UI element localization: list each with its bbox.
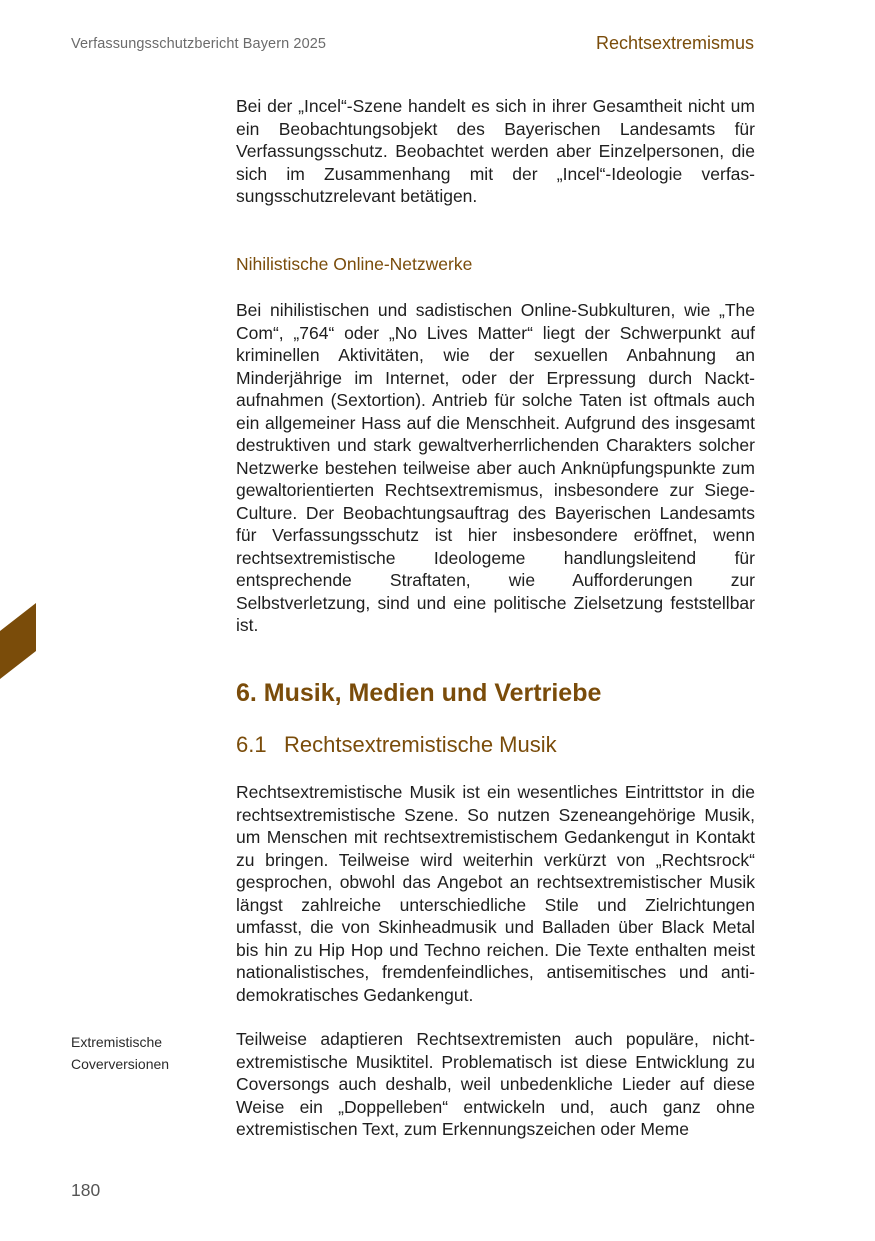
margin-note-line-2: Coverversionen bbox=[71, 1056, 170, 1072]
music-intro-paragraph: Rechtsextremistische Musik ist ein wesentliches Eintrittstor in die rechtsextremistische Szene. So nutzen Szeneangehörige Musik, um Menschen mit rechtsextremistischem Gedankengut in Kontakt zu bringen. Teilweise wird weiterhin verkürzt von „Rechtsrock“ gesprochen, obwohl das Angebot an rechtsextremistischer Musik längst zahlreiche unterschiedliche Stile und Zielrichtungen umfasst, die von Skinheadmusik und Balladen über Black Metal bis hin zu Hip Hop und Techno reichen. Die Texte enthalten meist nationalistisches, fremdenfeindliches, antisemitisches und anti-demokratisches Gedankengut. bbox=[236, 782, 755, 1005]
section-heading-6-1 bbox=[236, 732, 755, 758]
chapter-heading: 6. Musik, Medien und Vertriebe bbox=[236, 679, 602, 707]
intro-paragraph: Bei der „Incel“-Szene handelt es sich in ihrer Gesamtheit nicht um ein Beobachtungsobjekt des Bayerischen Landesamts für Verfassungsschutz. Beobachtet werden aber Einzelpersonen, die sich im Zusammenhang mit der „Incel“-Ideologie verfassungsschutzrelevant betätigen. bbox=[236, 96, 755, 206]
cover-versions-paragraph: Teilweise adaptieren Rechtsextremisten auch populäre, nicht-extremistische Musiktitel. Problematisch ist diese Entwicklung zu Coversongs auch deshalb, weil unbedenkliche Lieder auf diese Weise ein „Doppelleben“ entwickeln und, auch ganz ohne extremistischen Text, zum Erkennungszeichen oder Meme bbox=[236, 1029, 755, 1139]
nihilist-networks-paragraph: Bei nihilistischen und sadistischen Online-Subkulturen, wie „The Com“, „764“ oder „No Lives Matter“ liegt der Schwerpunkt auf kriminellen Aktivitäten, wie der sexuellen Anbahnung an Minderjährige im Internet, oder der Erpressung durch Nacktaufnahmen (Sextortion). Antrieb für solche Taten ist oftmals auch ein allgemeiner Hass auf die Menschheit. Aufgrund des insgesamt destruktiven und stark gewaltverherrlichenden Charakters solcher Netzwerke bestehen teilweise aber auch Anknüpfungspunkte zum gewaltorientierten Rechtsextremismus, insbesondere zur Siege-Culture. Der Beobachtungsauftrag des Bayerischen Landesamts für Verfassungsschutz ist hier insbesondere eröffnet, wenn rechtsextremistische Ideologeme handlungsleitend für entsprechende Straftaten, wie Aufforderungen zur Selbstverletzung, sind und eine politische Zielsetzung feststellbar ist. bbox=[236, 300, 755, 635]
section-number: 6.1 bbox=[236, 732, 267, 757]
margin-note-line-1: Extremistische bbox=[71, 1034, 163, 1050]
section-title: Rechtsextremistische Musik bbox=[284, 732, 557, 757]
chapter-tab-marker bbox=[0, 603, 36, 679]
running-header-section: Rechtsextremismus bbox=[595, 33, 754, 53]
margin-note bbox=[71, 1031, 211, 1075]
subheading-nihilist-networks: Nihilistische Online-Netzwerke bbox=[236, 254, 473, 274]
page-number: 180 bbox=[71, 1180, 101, 1200]
running-header-title: Verfassungsschutzbericht Bayern 2025 bbox=[71, 36, 327, 52]
